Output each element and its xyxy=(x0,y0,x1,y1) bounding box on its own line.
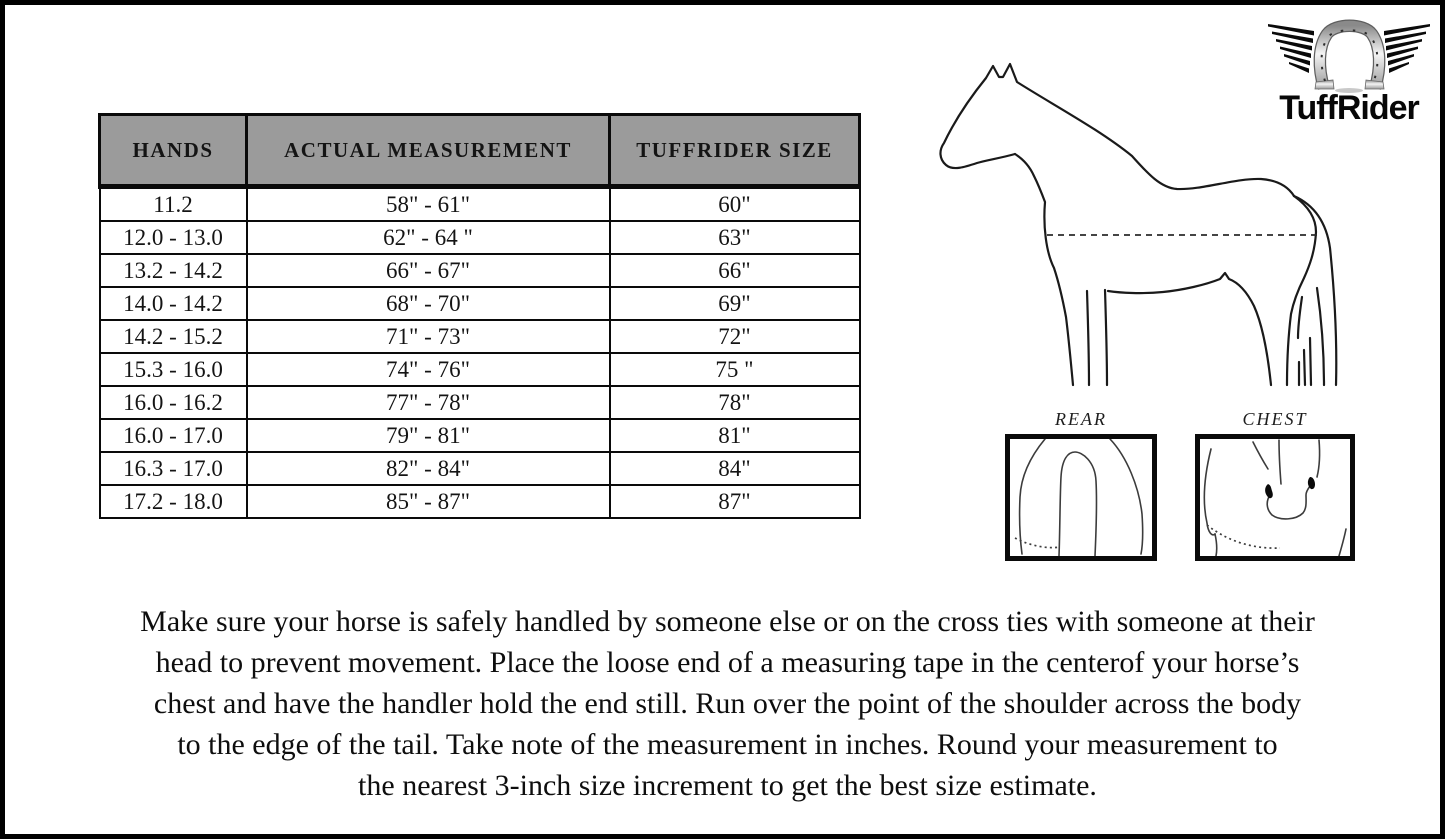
cell-size: 84" xyxy=(610,452,860,485)
size-table-header-row xyxy=(100,115,860,187)
cell-size: 78" xyxy=(610,386,860,419)
table-row xyxy=(100,287,860,320)
table-row xyxy=(100,320,860,353)
table-row xyxy=(100,254,860,287)
cell-measurement: 82" - 84" xyxy=(247,452,610,485)
cell-measurement: 71" - 73" xyxy=(247,320,610,353)
instructions-line: Make sure your horse is safely handled by someone else or on the cross ties with someone at their xyxy=(140,605,1315,638)
cell-hands: 16.0 - 17.0 xyxy=(100,419,247,452)
table-row xyxy=(100,187,860,222)
cell-hands: 14.2 - 15.2 xyxy=(100,320,247,353)
col-header-hands: HANDS xyxy=(100,115,247,187)
instructions-line: the nearest 3-inch size increment to get the best size estimate. xyxy=(358,769,1097,802)
table-row xyxy=(100,485,860,518)
cell-size: 87" xyxy=(610,485,860,518)
col-header-tuffrider-size: TUFFRIDER SIZE xyxy=(610,115,860,187)
brand-name: TuffRider xyxy=(1279,89,1419,127)
rear-label: REAR xyxy=(1055,409,1107,429)
cell-hands: 15.3 - 16.0 xyxy=(100,353,247,386)
cell-measurement: 79" - 81" xyxy=(247,419,610,452)
cell-size: 75 " xyxy=(610,353,860,386)
cell-measurement: 74" - 76" xyxy=(247,353,610,386)
table-row xyxy=(100,419,860,452)
cell-hands: 13.2 - 14.2 xyxy=(100,254,247,287)
cell-hands: 12.0 - 13.0 xyxy=(100,221,247,254)
cell-hands: 17.2 - 18.0 xyxy=(100,485,247,518)
chest-view-box xyxy=(1195,434,1355,561)
cell-measurement: 62" - 64 " xyxy=(247,221,610,254)
cell-size: 72" xyxy=(610,320,860,353)
cell-size: 66" xyxy=(610,254,860,287)
instructions-line: to the edge of the tail. Take note of the measurement in inches. Round your measurement to xyxy=(177,728,1278,761)
instructions-line: chest and have the handler hold the end still. Run over the point of the shoulder across the body xyxy=(153,687,1302,720)
instructions-line: head to prevent movement. Place the loose end of a measuring tape in the centerof your horse’s xyxy=(155,646,1300,679)
cell-size: 63" xyxy=(610,221,860,254)
cell-measurement: 58" - 61" xyxy=(247,187,610,222)
table-row xyxy=(100,221,860,254)
table-row xyxy=(100,353,860,386)
cell-size: 60" xyxy=(610,187,860,222)
cell-measurement: 66" - 67" xyxy=(247,254,610,287)
horse-outline-diagram xyxy=(935,60,1345,390)
cell-hands: 16.3 - 17.0 xyxy=(100,452,247,485)
rear-view-box xyxy=(1005,434,1157,561)
table-row xyxy=(100,452,860,485)
horse-rear-view-drawing xyxy=(1010,439,1152,556)
cell-hands: 11.2 xyxy=(100,187,247,222)
chest-label: CHEST xyxy=(1242,409,1308,429)
cell-size: 81" xyxy=(610,419,860,452)
cell-hands: 16.0 - 16.2 xyxy=(100,386,247,419)
cell-measurement: 77" - 78" xyxy=(247,386,610,419)
cell-measurement: 85" - 87" xyxy=(247,485,610,518)
cell-measurement: 68" - 70" xyxy=(247,287,610,320)
cell-size: 69" xyxy=(610,287,860,320)
measuring-instructions xyxy=(25,601,1430,806)
cell-hands: 14.0 - 14.2 xyxy=(100,287,247,320)
col-header-actual-measurement: ACTUAL MEASUREMENT xyxy=(247,115,610,187)
table-row xyxy=(100,386,860,419)
size-table xyxy=(98,113,861,519)
horse-chest-view-drawing xyxy=(1200,439,1350,556)
